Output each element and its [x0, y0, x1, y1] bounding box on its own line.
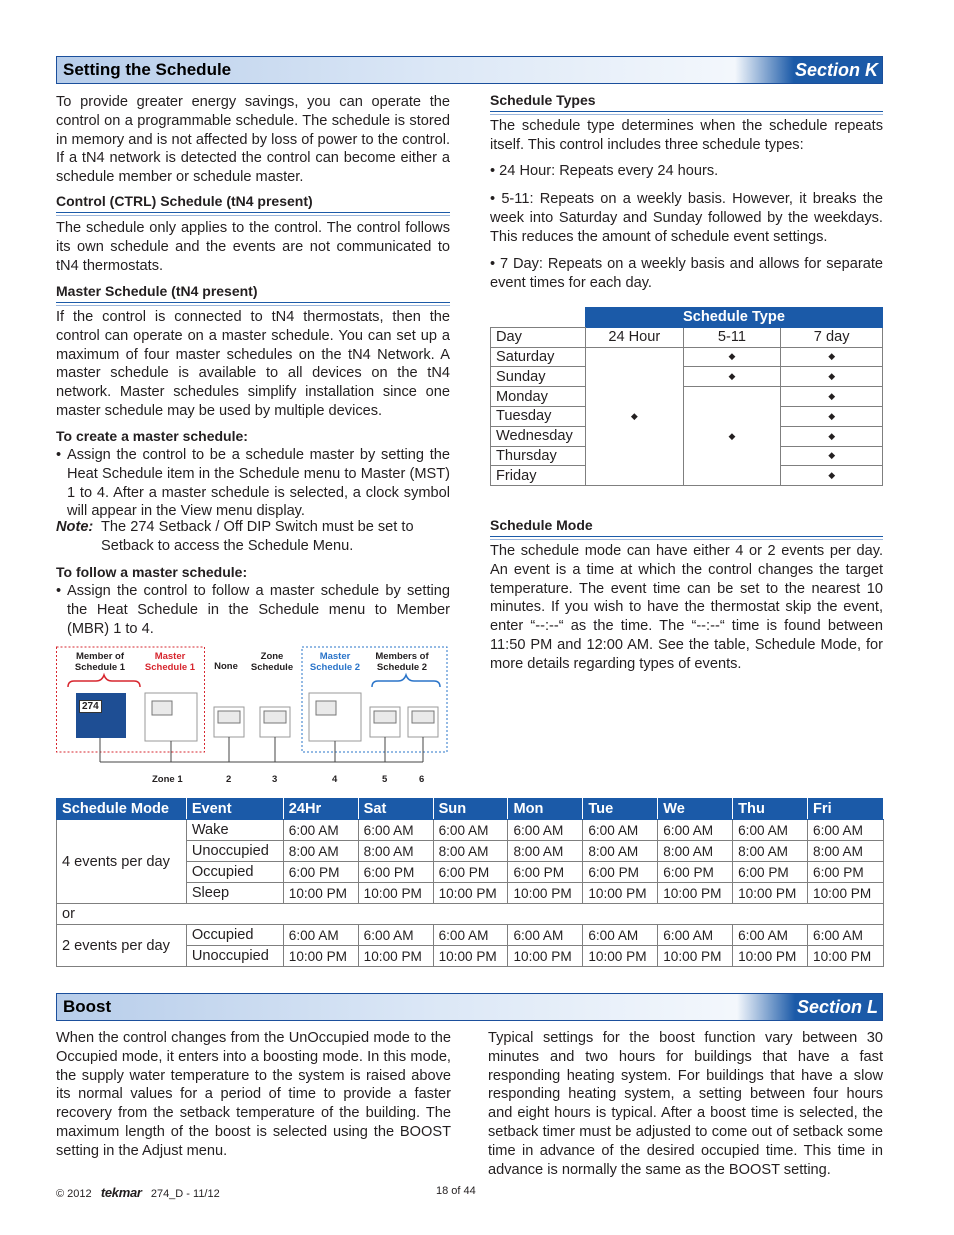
time-cell: 10:00 PM — [358, 883, 433, 904]
event-cell: Unoccupied — [186, 946, 283, 967]
mode-col-header: Sat — [358, 799, 433, 820]
follow-master-heading: To follow a master schedule: — [56, 564, 248, 580]
table-row — [57, 820, 884, 841]
event-cell: Occupied — [186, 925, 283, 946]
time-cell: 6:00 PM — [283, 862, 358, 883]
mode-col-header: Tue — [583, 799, 658, 820]
zone-label: Zone 1 — [152, 774, 183, 785]
mode-col-header: Fri — [808, 799, 884, 820]
time-cell: 6:00 PM — [658, 862, 733, 883]
day-cell: Saturday — [491, 347, 586, 367]
time-cell: 10:00 PM — [433, 883, 508, 904]
footer-left — [56, 1185, 220, 1200]
note-block — [56, 518, 450, 556]
note-text: The 274 Setback / Off DIP Switch must be set to Setback to access the Schedule Menu. — [101, 519, 414, 554]
page-number: 18 of 44 — [436, 1185, 476, 1197]
schedule-2-brace — [372, 675, 440, 687]
note-label: Note: — [56, 519, 94, 535]
time-cell: 6:00 AM — [508, 820, 583, 841]
thermostat-device — [309, 693, 361, 741]
schedule-types-intro: The schedule type determines when the schedule repeats itself. This control includes three schedule types: — [490, 118, 883, 153]
time-cell: 10:00 PM — [433, 946, 508, 967]
section-title: Setting the Schedule — [63, 60, 232, 79]
schedule-1-brace — [68, 675, 140, 687]
mode-col-header: We — [658, 799, 733, 820]
time-cell: 6:00 AM — [358, 925, 433, 946]
day-cell: Friday — [491, 466, 586, 486]
schedule-mode-cell: 4 events per day — [57, 820, 187, 904]
time-cell: 10:00 PM — [808, 883, 884, 904]
time-cell: 10:00 PM — [358, 946, 433, 967]
time-cell: 8:00 AM — [508, 841, 583, 862]
section-label: Section L — [737, 994, 882, 1020]
zone-label: 4 — [332, 774, 338, 785]
mode-col-header: Schedule Mode — [57, 799, 187, 820]
time-cell: 10:00 PM — [733, 883, 808, 904]
ctrl-schedule-heading: Control (CTRL) Schedule (tN4 present) — [56, 193, 450, 213]
boost-left-paragraph: When the control changes from the UnOccupied mode to the Occupied mode, it enters into a boosting mode. In this mode, the supply water temperature to the system is raised above its normal values for a period of time to provide a faster recovery from the setback temperature of the building. The maximum length of the boost is selected using the BOOST setting in the Adjust menu. — [56, 1030, 451, 1159]
time-cell: 8:00 AM — [733, 841, 808, 862]
time-cell: 10:00 PM — [658, 883, 733, 904]
diagram-label-master-1: Master Schedule 1 — [144, 651, 196, 673]
time-cell: 6:00 AM — [583, 820, 658, 841]
mark-7day: ◆ — [781, 446, 883, 466]
schedule-mode-cell: 2 events per day — [57, 925, 187, 967]
time-cell: 6:00 AM — [283, 820, 358, 841]
schedule-type-7day: • 7 Day: Repeats on a weekly basis and allows for separate event times for each day. — [490, 256, 883, 291]
col-header-511: 5-11 — [683, 327, 781, 347]
schedule-type-511: • 5-11: Repeats on a weekly basis. However, it breaks the week into Saturday and Sunday followed by the weekdays. This reduces the amount of schedule event settings. — [490, 191, 883, 245]
time-cell: 6:00 PM — [358, 862, 433, 883]
time-cell: 6:00 AM — [508, 925, 583, 946]
copyright: © 2012 — [56, 1188, 92, 1200]
boost-right-paragraph: Typical settings for the boost function vary between 30 minutes and two hours for buildings that have a fast responding heating system. For buildings that have a slow responding heating system, a setting between four hours and eight hours is typical. After a boost time is selected, the setback timer must be adjusted to come out of setback some time in advance of the desired occupied time. This time in advance is normally the same as the BOOST setting. — [488, 1030, 883, 1178]
mark-511: ◆ — [683, 387, 781, 486]
time-cell: 10:00 PM — [658, 946, 733, 967]
time-cell: 8:00 AM — [433, 841, 508, 862]
event-cell: Occupied — [186, 862, 283, 883]
mode-col-header: Event — [186, 799, 283, 820]
create-master-bullet — [56, 446, 450, 521]
col-header-day: Day — [491, 327, 586, 347]
mode-col-header: Mon — [508, 799, 583, 820]
time-cell: 6:00 AM — [283, 925, 358, 946]
time-cell: 6:00 AM — [733, 820, 808, 841]
day-cell: Sunday — [491, 367, 586, 387]
document-code: 274_D - 11/12 — [150, 1188, 220, 1200]
diagram-label-members-2: Members of Schedule 2 — [375, 651, 429, 673]
section-l-header — [56, 993, 883, 1021]
schedule-mode-text: The schedule mode can have either 4 or 2 events per day. An event is a time at which the control changes the target temperature. The event time can be set to the nearest 10 minutes. If you wish to have the thermostat skip the event, enter “--:--“ as the time. The “--:--“ time is found between 11:50 PM and 12:00 AM. See the table, Schedule Mode, for more details regarding types of events. — [490, 543, 883, 672]
event-cell: Sleep — [186, 883, 283, 904]
col-header-24hour: 24 Hour — [585, 327, 683, 347]
day-cell: Thursday — [491, 446, 586, 466]
section-title: Boost — [63, 997, 112, 1016]
time-cell: 10:00 PM — [808, 946, 884, 967]
mark-7day: ◆ — [781, 406, 883, 426]
time-cell: 6:00 AM — [358, 820, 433, 841]
follow-master-bullet — [56, 582, 450, 638]
time-cell: 6:00 PM — [433, 862, 508, 883]
schedule-mode-heading: Schedule Mode — [490, 517, 883, 537]
table-row — [57, 925, 884, 946]
diagram-label-none: None — [214, 661, 238, 672]
schedule-types-heading: Schedule Types — [490, 92, 883, 112]
col-header-7day: 7 day — [781, 327, 883, 347]
follow-master-bullet-text: Assign the control to follow a master schedule by setting the Heat Schedule in the Schedule menu to Member (MBR) 1 to 4. — [67, 583, 450, 637]
bullet-marker: • — [56, 583, 62, 599]
time-cell: 6:00 AM — [658, 925, 733, 946]
schedule-type-table — [490, 307, 883, 486]
time-cell: 10:00 PM — [283, 883, 358, 904]
time-cell: 10:00 PM — [508, 946, 583, 967]
time-cell: 6:00 AM — [658, 820, 733, 841]
table-row — [57, 904, 884, 925]
device-274-label: 274 — [79, 700, 102, 713]
time-cell: 10:00 PM — [733, 946, 808, 967]
schedule-diagram — [56, 645, 450, 790]
section-k-header — [56, 56, 883, 84]
mark-511: ◆ — [683, 347, 781, 367]
time-cell: 10:00 PM — [583, 883, 658, 904]
time-cell: 8:00 AM — [283, 841, 358, 862]
mode-col-header: Thu — [733, 799, 808, 820]
thermostat-device — [145, 693, 197, 741]
mark-7day: ◆ — [781, 387, 883, 407]
time-cell: 6:00 AM — [808, 925, 884, 946]
diagram-label-zone-schedule: Zone Schedule — [250, 651, 294, 673]
master-schedule-heading: Master Schedule (tN4 present) — [56, 283, 450, 303]
time-cell: 10:00 PM — [508, 883, 583, 904]
event-cell: Unoccupied — [186, 841, 283, 862]
zone-label: 6 — [419, 774, 425, 785]
time-cell: 8:00 AM — [583, 841, 658, 862]
mark-7day: ◆ — [781, 367, 883, 387]
section-label: Section K — [735, 57, 882, 83]
bullet-marker: • — [56, 447, 62, 463]
diagram-label-master-2: Master Schedule 2 — [309, 651, 361, 673]
zone-label: 5 — [382, 774, 388, 785]
schedule-type-24hr: • 24 Hour: Repeats every 24 hours. — [490, 163, 719, 179]
day-cell: Monday — [491, 387, 586, 407]
time-cell: 6:00 AM — [583, 925, 658, 946]
time-cell: 8:00 AM — [358, 841, 433, 862]
time-cell: 8:00 AM — [658, 841, 733, 862]
mode-col-header: 24Hr — [283, 799, 358, 820]
time-cell: 6:00 AM — [433, 820, 508, 841]
time-cell: 6:00 PM — [808, 862, 884, 883]
ctrl-schedule-text: The schedule only applies to the control. The control follows its own schedule and the events are not communicated to tN4 thermostats. — [56, 220, 450, 274]
create-master-heading: To create a master schedule: — [56, 428, 248, 444]
time-cell: 10:00 PM — [283, 946, 358, 967]
mark-24hour: ◆ — [585, 347, 683, 486]
diagram-label-member-1: Member of Schedule 1 — [74, 651, 126, 673]
event-cell: Wake — [186, 820, 283, 841]
master-schedule-text: If the control is connected to tN4 thermostats, then the control can operate on a master schedule. You can set up a maximum of four master schedules on the tN4 Network. A master schedule is available to all devices on the tN4 network. Master schedules simplify installation since one master schedule may be used by multiple devices. — [56, 309, 450, 419]
intro-paragraph: To provide greater energy savings, you can operate the control on a programmable schedule. The schedule is stored in memory and is not affected by loss of power to the control. If a tN4 network is detected the control can become either a schedule member or schedule master. — [56, 94, 450, 186]
time-cell: 6:00 PM — [583, 862, 658, 883]
tekmar-logo: tekmar — [100, 1185, 142, 1200]
time-cell: 6:00 AM — [433, 925, 508, 946]
mode-col-header: Sun — [433, 799, 508, 820]
time-cell: 6:00 AM — [733, 925, 808, 946]
mark-7day: ◆ — [781, 347, 883, 367]
corner-cell — [491, 308, 586, 328]
zone-label: 2 — [226, 774, 232, 785]
create-master-bullet-text: Assign the control to be a schedule master by setting the Heat Schedule item in the Schedule menu to Master (MST) 1 to 4. After a master schedule is selected, a clock symbol will appear in the View menu display. — [67, 447, 450, 520]
zone-label: 3 — [272, 774, 278, 785]
mark-7day: ◆ — [781, 466, 883, 486]
mark-7day: ◆ — [781, 426, 883, 446]
day-cell: Tuesday — [491, 406, 586, 426]
time-cell: 10:00 PM — [583, 946, 658, 967]
time-cell: 6:00 PM — [733, 862, 808, 883]
schedule-mode-table — [56, 798, 884, 967]
mark-511: ◆ — [683, 367, 781, 387]
time-cell: 8:00 AM — [808, 841, 884, 862]
time-cell: 6:00 AM — [808, 820, 884, 841]
schedule-type-header: Schedule Type — [585, 308, 882, 328]
day-cell: Wednesday — [491, 426, 586, 446]
time-cell: 6:00 PM — [508, 862, 583, 883]
or-separator: or — [57, 904, 884, 925]
